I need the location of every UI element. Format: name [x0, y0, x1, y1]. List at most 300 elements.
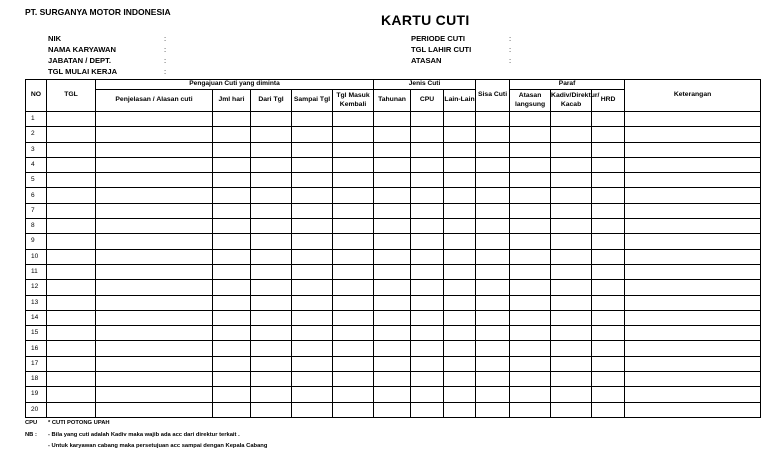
form-cell[interactable] — [213, 402, 251, 417]
form-cell[interactable] — [96, 326, 213, 341]
form-cell[interactable] — [47, 219, 96, 234]
table-row — [26, 326, 761, 341]
form-cell[interactable] — [592, 142, 625, 157]
form-cell[interactable] — [510, 249, 551, 264]
form-cell[interactable] — [592, 295, 625, 310]
form-cell[interactable] — [444, 112, 476, 127]
form-cell[interactable] — [213, 249, 251, 264]
form-cell[interactable] — [47, 112, 96, 127]
form-cell[interactable] — [47, 234, 96, 249]
form-cell[interactable] — [551, 356, 592, 371]
form-cell[interactable] — [625, 387, 761, 402]
form-cell[interactable] — [96, 295, 213, 310]
form-cell[interactable] — [333, 173, 374, 188]
col-hrd-header: HRD — [592, 90, 625, 112]
form-cell[interactable] — [476, 402, 510, 417]
form-cell[interactable] — [292, 372, 333, 387]
form-cell[interactable] — [592, 112, 625, 127]
form-cell[interactable] — [96, 188, 213, 203]
form-cell[interactable] — [625, 157, 761, 172]
form-cell[interactable] — [411, 264, 444, 279]
form-cell[interactable] — [333, 249, 374, 264]
form-cell[interactable] — [444, 402, 476, 417]
form-cell[interactable] — [333, 280, 374, 295]
form-cell[interactable] — [411, 173, 444, 188]
form-cell[interactable] — [251, 112, 292, 127]
form-cell[interactable] — [444, 326, 476, 341]
tgl-masuk-line1: Tgl Masuk — [336, 92, 370, 100]
form-cell[interactable] — [551, 402, 592, 417]
form-cell[interactable] — [444, 188, 476, 203]
form-cell[interactable] — [411, 157, 444, 172]
form-cell[interactable] — [476, 372, 510, 387]
form-cell[interactable] — [374, 188, 411, 203]
form-cell[interactable] — [551, 112, 592, 127]
form-cell[interactable] — [374, 280, 411, 295]
form-cell[interactable] — [374, 157, 411, 172]
form-cell[interactable] — [476, 127, 510, 142]
form-cell[interactable] — [213, 326, 251, 341]
form-cell[interactable] — [551, 203, 592, 218]
form-cell[interactable] — [510, 219, 551, 234]
form-cell[interactable] — [374, 127, 411, 142]
form-cell[interactable] — [374, 310, 411, 325]
form-cell[interactable] — [411, 249, 444, 264]
form-cell[interactable] — [411, 188, 444, 203]
form-cell[interactable] — [510, 341, 551, 356]
form-cell[interactable] — [333, 264, 374, 279]
form-cell[interactable] — [47, 188, 96, 203]
form-cell[interactable] — [333, 341, 374, 356]
form-cell[interactable] — [444, 142, 476, 157]
form-cell[interactable] — [592, 127, 625, 142]
form-cell[interactable] — [374, 234, 411, 249]
form-cell[interactable] — [96, 356, 213, 371]
form-cell[interactable] — [625, 112, 761, 127]
form-cell[interactable] — [251, 188, 292, 203]
form-cell[interactable] — [47, 402, 96, 417]
form-cell[interactable] — [411, 341, 444, 356]
form-cell[interactable] — [476, 356, 510, 371]
form-cell[interactable] — [476, 264, 510, 279]
form-cell[interactable] — [592, 203, 625, 218]
form-cell[interactable] — [592, 219, 625, 234]
form-cell[interactable] — [96, 142, 213, 157]
form-cell[interactable] — [292, 188, 333, 203]
form-cell[interactable] — [592, 264, 625, 279]
form-cell[interactable] — [411, 219, 444, 234]
form-cell[interactable] — [251, 157, 292, 172]
form-cell[interactable] — [47, 157, 96, 172]
form-cell[interactable] — [551, 280, 592, 295]
table-row — [26, 188, 761, 203]
form-cell[interactable] — [551, 142, 592, 157]
form-cell[interactable] — [444, 372, 476, 387]
form-cell[interactable] — [510, 295, 551, 310]
form-cell[interactable] — [625, 219, 761, 234]
form-cell[interactable] — [96, 112, 213, 127]
form-cell[interactable] — [374, 264, 411, 279]
form-cell[interactable] — [444, 356, 476, 371]
form-cell[interactable] — [333, 326, 374, 341]
form-cell[interactable] — [592, 310, 625, 325]
form-cell[interactable] — [476, 157, 510, 172]
form-cell[interactable] — [292, 234, 333, 249]
table-row — [26, 295, 761, 310]
form-cell[interactable] — [333, 142, 374, 157]
form-cell[interactable] — [96, 402, 213, 417]
form-cell[interactable] — [333, 402, 374, 417]
form-cell[interactable] — [476, 310, 510, 325]
form-cell[interactable] — [592, 341, 625, 356]
form-cell[interactable] — [251, 127, 292, 142]
form-cell[interactable] — [213, 372, 251, 387]
form-cell[interactable] — [411, 402, 444, 417]
form-cell[interactable] — [625, 310, 761, 325]
form-cell[interactable] — [292, 157, 333, 172]
form-cell[interactable] — [96, 203, 213, 218]
form-cell[interactable] — [444, 310, 476, 325]
form-cell[interactable] — [333, 112, 374, 127]
form-cell[interactable] — [251, 310, 292, 325]
form-cell[interactable] — [510, 372, 551, 387]
form-cell[interactable] — [47, 173, 96, 188]
form-cell[interactable] — [444, 234, 476, 249]
form-cell[interactable] — [551, 219, 592, 234]
form-cell[interactable] — [625, 372, 761, 387]
form-cell[interactable] — [47, 310, 96, 325]
form-cell[interactable] — [96, 280, 213, 295]
form-cell[interactable] — [96, 157, 213, 172]
form-cell[interactable] — [476, 234, 510, 249]
form-cell[interactable] — [251, 173, 292, 188]
form-cell[interactable] — [96, 219, 213, 234]
form-cell[interactable] — [292, 356, 333, 371]
form-cell[interactable] — [374, 142, 411, 157]
form-cell[interactable] — [47, 341, 96, 356]
form-cell[interactable] — [551, 234, 592, 249]
form-cell[interactable] — [333, 203, 374, 218]
form-cell[interactable] — [510, 234, 551, 249]
form-cell[interactable] — [411, 280, 444, 295]
form-cell[interactable] — [444, 173, 476, 188]
form-cell[interactable] — [476, 295, 510, 310]
form-cell[interactable] — [47, 326, 96, 341]
form-cell[interactable] — [213, 157, 251, 172]
form-cell[interactable] — [551, 157, 592, 172]
form-cell[interactable] — [213, 234, 251, 249]
form-cell[interactable] — [510, 310, 551, 325]
form-cell[interactable] — [333, 387, 374, 402]
field-label-nik: NIK — [48, 34, 62, 43]
form-cell[interactable] — [47, 387, 96, 402]
form-cell[interactable] — [551, 188, 592, 203]
form-cell[interactable] — [592, 280, 625, 295]
form-cell[interactable] — [333, 234, 374, 249]
form-cell[interactable] — [510, 356, 551, 371]
form-cell[interactable] — [510, 173, 551, 188]
form-cell[interactable] — [251, 341, 292, 356]
form-cell[interactable] — [444, 295, 476, 310]
group-pengajuan-header: Pengajuan Cuti yang diminta — [96, 80, 374, 90]
form-cell[interactable] — [213, 188, 251, 203]
form-cell[interactable] — [411, 356, 444, 371]
form-cell[interactable] — [510, 112, 551, 127]
form-cell[interactable] — [625, 127, 761, 142]
form-cell[interactable] — [444, 203, 476, 218]
form-cell[interactable] — [510, 326, 551, 341]
form-cell[interactable] — [510, 127, 551, 142]
form-cell[interactable] — [374, 203, 411, 218]
form-cell[interactable] — [476, 173, 510, 188]
form-cell[interactable] — [251, 387, 292, 402]
form-cell[interactable] — [96, 341, 213, 356]
form-cell[interactable] — [47, 127, 96, 142]
form-cell[interactable] — [292, 173, 333, 188]
form-cell[interactable] — [551, 264, 592, 279]
form-cell[interactable] — [411, 326, 444, 341]
form-cell[interactable] — [213, 203, 251, 218]
form-cell[interactable] — [292, 127, 333, 142]
form-cell[interactable] — [292, 142, 333, 157]
form-cell[interactable] — [411, 295, 444, 310]
form-cell[interactable] — [333, 127, 374, 142]
form-cell[interactable] — [213, 173, 251, 188]
field-colon: : — [509, 56, 512, 65]
form-cell[interactable] — [444, 280, 476, 295]
form-cell[interactable] — [625, 356, 761, 371]
form-cell[interactable] — [96, 310, 213, 325]
form-cell[interactable] — [592, 188, 625, 203]
form-cell[interactable] — [510, 157, 551, 172]
col-penjelasan-header: Penjelasan / Alasan cuti — [96, 90, 213, 112]
form-cell[interactable] — [213, 112, 251, 127]
form-cell[interactable] — [251, 295, 292, 310]
form-cell[interactable] — [374, 173, 411, 188]
form-cell[interactable] — [444, 157, 476, 172]
field-label-periode-cuti: PERIODE CUTI — [411, 34, 466, 43]
form-cell[interactable] — [213, 219, 251, 234]
kadiv-line2: Kacab — [560, 100, 582, 108]
form-cell[interactable] — [374, 112, 411, 127]
form-cell[interactable] — [476, 249, 510, 264]
form-cell[interactable] — [551, 310, 592, 325]
form-cell[interactable] — [292, 280, 333, 295]
form-cell[interactable] — [411, 112, 444, 127]
table-row — [26, 173, 761, 188]
form-cell[interactable] — [213, 387, 251, 402]
form-cell[interactable] — [510, 387, 551, 402]
form-cell[interactable] — [47, 249, 96, 264]
form-cell[interactable] — [213, 341, 251, 356]
form-cell[interactable] — [333, 188, 374, 203]
form-cell[interactable] — [625, 295, 761, 310]
form-cell[interactable] — [476, 219, 510, 234]
form-cell[interactable] — [47, 203, 96, 218]
form-cell[interactable] — [333, 295, 374, 310]
form-cell[interactable] — [374, 219, 411, 234]
form-cell[interactable] — [47, 142, 96, 157]
form-cell[interactable] — [251, 249, 292, 264]
form-cell[interactable] — [251, 219, 292, 234]
row-number: 15 — [26, 326, 47, 341]
form-cell[interactable] — [411, 372, 444, 387]
form-cell[interactable] — [47, 295, 96, 310]
form-cell[interactable] — [444, 127, 476, 142]
form-cell[interactable] — [551, 372, 592, 387]
form-cell[interactable] — [292, 264, 333, 279]
form-cell[interactable] — [292, 295, 333, 310]
form-cell[interactable] — [592, 173, 625, 188]
form-cell[interactable] — [510, 142, 551, 157]
form-cell[interactable] — [47, 356, 96, 371]
form-cell[interactable] — [251, 402, 292, 417]
form-cell[interactable] — [625, 326, 761, 341]
form-cell[interactable] — [374, 326, 411, 341]
form-cell[interactable] — [292, 203, 333, 218]
form-cell[interactable] — [411, 127, 444, 142]
form-cell[interactable] — [510, 203, 551, 218]
form-cell[interactable] — [551, 295, 592, 310]
form-cell[interactable] — [592, 326, 625, 341]
form-cell[interactable] — [96, 387, 213, 402]
form-cell[interactable] — [411, 310, 444, 325]
form-cell[interactable] — [292, 326, 333, 341]
form-cell[interactable] — [592, 402, 625, 417]
form-cell[interactable] — [551, 326, 592, 341]
form-cell[interactable] — [625, 264, 761, 279]
row-number: 20 — [26, 402, 47, 417]
form-cell[interactable] — [592, 356, 625, 371]
form-cell[interactable] — [510, 188, 551, 203]
form-cell[interactable] — [444, 341, 476, 356]
form-cell[interactable] — [96, 264, 213, 279]
form-cell[interactable] — [213, 280, 251, 295]
form-cell[interactable] — [292, 387, 333, 402]
form-cell[interactable] — [551, 173, 592, 188]
form-cell[interactable] — [444, 219, 476, 234]
form-cell[interactable] — [251, 234, 292, 249]
form-cell[interactable] — [476, 203, 510, 218]
form-cell[interactable] — [625, 188, 761, 203]
form-cell[interactable] — [476, 387, 510, 402]
form-cell[interactable] — [444, 387, 476, 402]
form-cell[interactable] — [551, 127, 592, 142]
form-cell[interactable] — [444, 249, 476, 264]
form-cell[interactable] — [411, 142, 444, 157]
form-cell[interactable] — [96, 173, 213, 188]
form-cell[interactable] — [551, 387, 592, 402]
form-cell[interactable] — [292, 249, 333, 264]
form-cell[interactable] — [374, 372, 411, 387]
form-cell[interactable] — [625, 249, 761, 264]
form-cell[interactable] — [47, 264, 96, 279]
form-cell[interactable] — [551, 249, 592, 264]
form-cell[interactable] — [374, 249, 411, 264]
form-cell[interactable] — [251, 372, 292, 387]
form-cell[interactable] — [96, 234, 213, 249]
form-cell[interactable] — [213, 264, 251, 279]
form-cell[interactable] — [47, 280, 96, 295]
form-cell[interactable] — [96, 372, 213, 387]
form-cell[interactable] — [213, 142, 251, 157]
form-cell[interactable] — [292, 112, 333, 127]
form-cell[interactable] — [551, 341, 592, 356]
form-cell[interactable] — [47, 372, 96, 387]
form-cell[interactable] — [444, 264, 476, 279]
form-cell[interactable] — [251, 280, 292, 295]
field-colon: : — [509, 34, 512, 43]
form-cell[interactable] — [251, 142, 292, 157]
form-cell[interactable] — [374, 402, 411, 417]
form-cell[interactable] — [476, 341, 510, 356]
form-cell[interactable] — [251, 326, 292, 341]
form-cell[interactable] — [592, 249, 625, 264]
row-number: 19 — [26, 387, 47, 402]
form-cell[interactable] — [333, 356, 374, 371]
form-cell[interactable] — [625, 142, 761, 157]
col-atasan-header — [510, 90, 551, 112]
form-cell[interactable] — [592, 387, 625, 402]
form-cell[interactable] — [476, 142, 510, 157]
form-cell[interactable] — [333, 157, 374, 172]
form-cell[interactable] — [251, 203, 292, 218]
form-cell[interactable] — [592, 157, 625, 172]
form-cell[interactable] — [510, 264, 551, 279]
field-colon: : — [164, 67, 167, 76]
form-cell[interactable] — [96, 249, 213, 264]
form-cell[interactable] — [625, 234, 761, 249]
form-cell[interactable] — [292, 341, 333, 356]
form-cell[interactable] — [625, 402, 761, 417]
form-cell[interactable] — [333, 219, 374, 234]
form-cell[interactable] — [592, 234, 625, 249]
form-cell[interactable] — [476, 280, 510, 295]
form-cell[interactable] — [510, 402, 551, 417]
form-cell[interactable] — [476, 326, 510, 341]
form-cell[interactable] — [333, 310, 374, 325]
form-cell[interactable] — [510, 280, 551, 295]
form-cell[interactable] — [213, 295, 251, 310]
row-number: 4 — [26, 157, 47, 172]
form-cell[interactable] — [374, 356, 411, 371]
form-cell[interactable] — [251, 264, 292, 279]
form-cell[interactable] — [625, 173, 761, 188]
form-cell[interactable] — [592, 372, 625, 387]
form-cell[interactable] — [476, 188, 510, 203]
form-cell[interactable] — [251, 356, 292, 371]
form-cell[interactable] — [213, 127, 251, 142]
form-cell[interactable] — [374, 341, 411, 356]
form-cell[interactable] — [292, 402, 333, 417]
form-cell[interactable] — [625, 203, 761, 218]
form-cell[interactable] — [411, 203, 444, 218]
form-cell[interactable] — [292, 310, 333, 325]
form-cell[interactable] — [411, 234, 444, 249]
form-cell[interactable] — [213, 310, 251, 325]
col-dari-tgl-header: Dari Tgl — [251, 90, 292, 112]
form-cell[interactable] — [625, 280, 761, 295]
form-cell[interactable] — [374, 387, 411, 402]
form-cell[interactable] — [96, 127, 213, 142]
form-cell[interactable] — [333, 372, 374, 387]
form-cell[interactable] — [476, 112, 510, 127]
form-cell[interactable] — [625, 341, 761, 356]
form-cell[interactable] — [213, 356, 251, 371]
form-cell[interactable] — [411, 387, 444, 402]
form-cell[interactable] — [292, 219, 333, 234]
form-cell[interactable] — [374, 295, 411, 310]
